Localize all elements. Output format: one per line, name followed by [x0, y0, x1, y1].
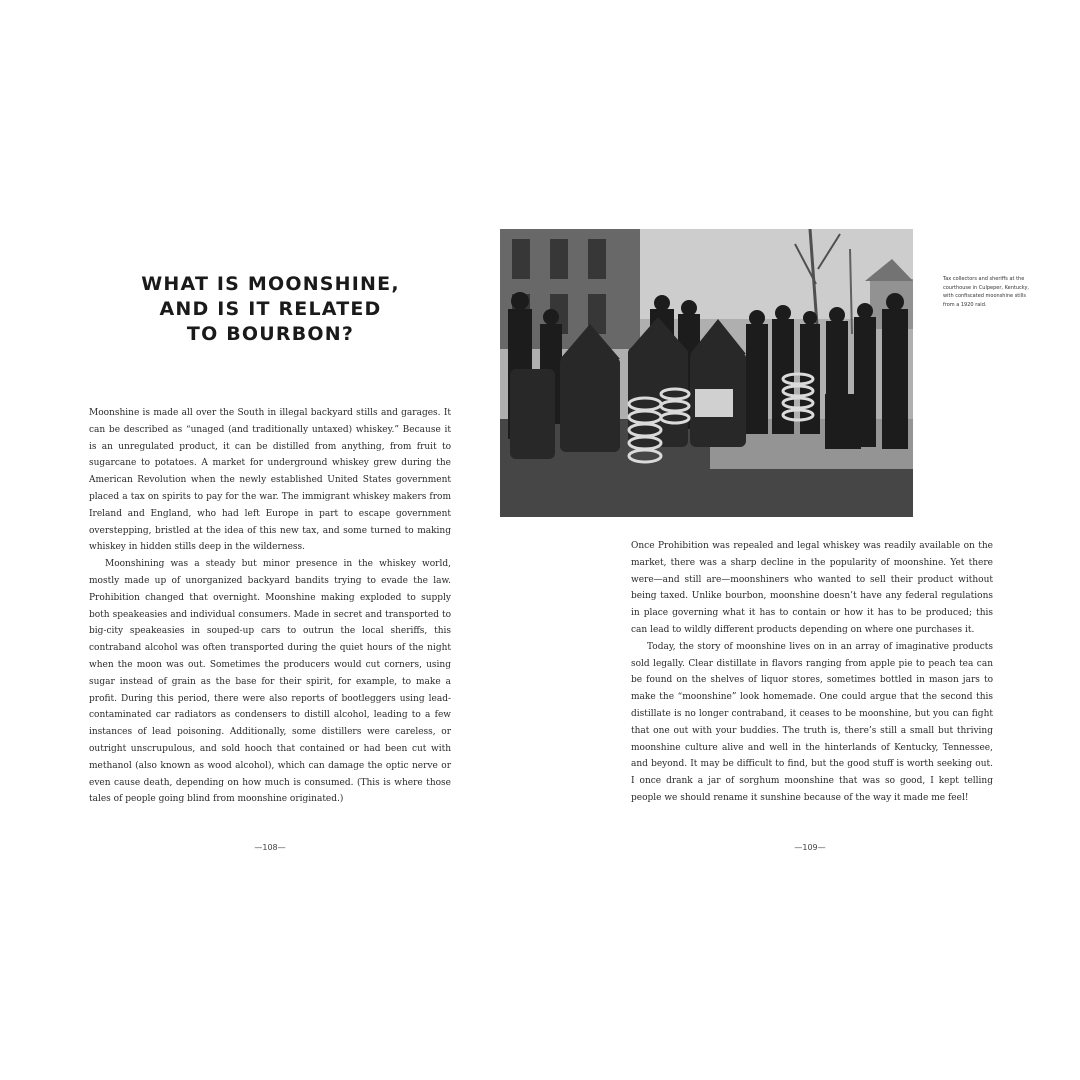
chapter-title [88, 272, 453, 347]
photo-caption: Tax collectors and sheriffs at the courthouse in Culpeper, Kentucky, with confiscated moonshine stills from a 1920 raid. [943, 276, 1030, 308]
left-paragraph-2: Moonshining was a steady but minor presence in the whiskey world, mostly made up of unorganized backyard bandits trying to evade the law. Prohibition changed that overnight. Moonshine making exploded to supply both speakeasies and individual consumers. Made in secret and transported to big-city speakeasies in souped-up cars to outrun the local sheriffs, this contraband alcohol was often transported during the quiet hours of the night when the moon was out. Sometimes the producers would cut corners, using sugar instead of grain as the base for their spirit, for example, to make a profit. During this period, there were also reports of bootleggers using lead-contaminated car radiators as condensers to distill alcohol, leading to a few instances of lead poisoning. Additionally, some distillers were careless, or outright unscrupulous, and sold hooch that contained or had been cut with methanol (also known as wood alcohol), which can damage the optic nerve or even cause death, depending on how much is consumed. (This is where those tales of people going blind from moonshine originated.) [89, 559, 451, 805]
title-line-2: AND IS IT RELATED [159, 298, 382, 320]
right-paragraph-1: Once Prohibition was repealed and legal whiskey was readily available on the market, there was a sharp decline in the popularity of moonshine. Yet there were—and still are—moonshiners who wanted to sell their product without being taxed. Unlike bourbon, moonshine doesn’t have any federal regulations in place governing what it has to contain or how it has to be produced; this can lead to wildly different products depending on where one purchases it. [631, 541, 993, 635]
photo-illustration [500, 229, 913, 517]
title-line-1: WHAT IS MOONSHINE, [141, 273, 400, 295]
page-number-right: —109— [794, 843, 826, 852]
historic-photo [500, 229, 913, 517]
right-body-text [631, 538, 993, 807]
left-paragraph-1: Moonshine is made all over the South in illegal backyard stills and garages. It can be described as “unaged (and traditionally untaxed) whiskey.” Because it is an unregulated product, it can be distilled from anything, from fruit to sugarcane to potatoes. A market for underground whiskey grew during the American Revolution when the newly established United States government placed a tax on spirits to pay for the war. The immigrant whiskey makers from Ireland and England, who had left Europe in part to escape government overstepping, bristled at the idea of this new tax, and some turned to making whiskey in hidden stills deep in the wilderness. [89, 408, 451, 553]
page-number-left: —108— [254, 843, 286, 852]
left-body-text [89, 405, 451, 808]
right-paragraph-2: Today, the story of moonshine lives on in an array of imaginative products sold legally. Clear distillate in flavors ranging from apple pie to peach tea can be found on the shelves of liquor stores, sometimes bottled in mason jars to make the “moonshine” look homemade. One could argue that the second this distillate is no longer contraband, it ceases to be moonshine, but you can fight that one out with your buddies. The truth is, there’s still a small but thriving moonshine culture alive and well in the hinterlands of Kentucky, Tennessee, and beyond. It may be difficult to find, but the good stuff is worth seeking out. I once drank a jar of sorghum moonshine that was so good, I kept telling people we should rename it sunshine because of the way it made me feel! [631, 641, 993, 803]
title-line-3: TO BOURBON? [186, 323, 355, 345]
